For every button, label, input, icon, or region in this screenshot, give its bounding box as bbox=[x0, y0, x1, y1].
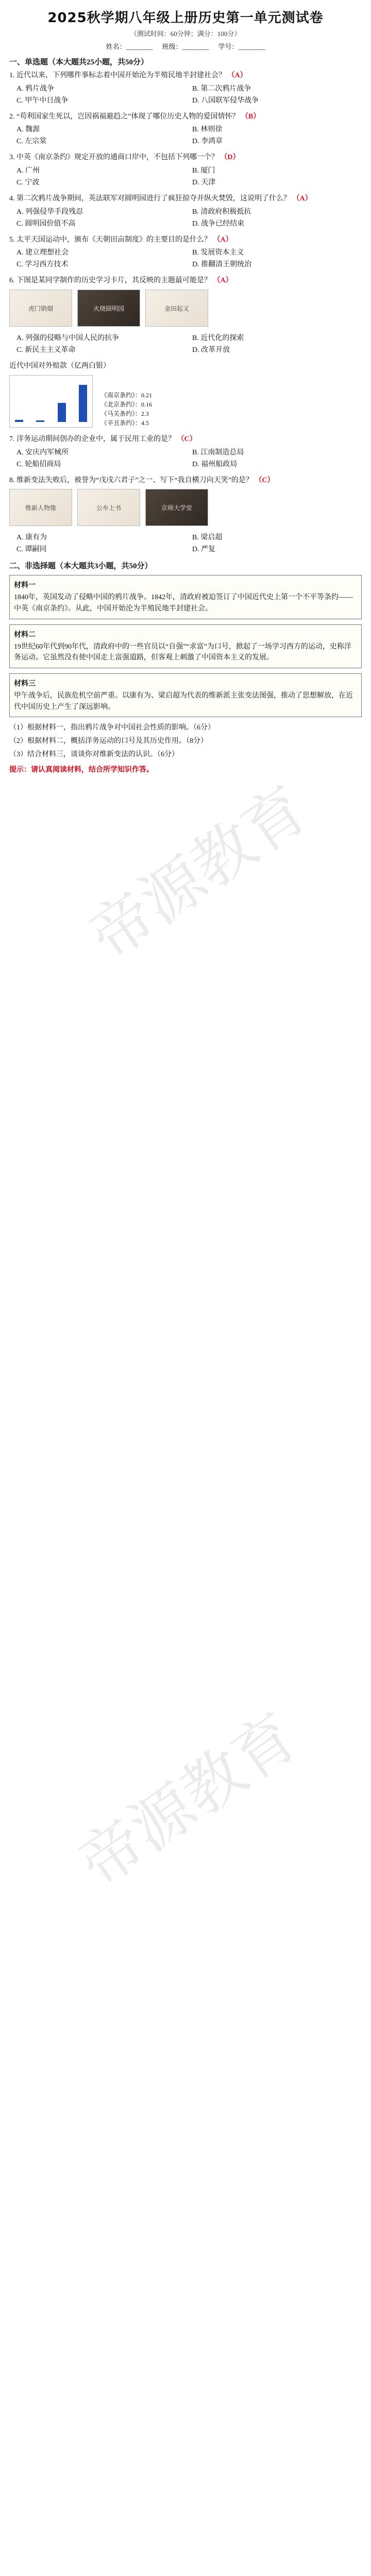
material-title: 材料三 bbox=[14, 680, 36, 688]
option-d: D. 严复 bbox=[192, 546, 216, 554]
chart-bar bbox=[15, 420, 23, 421]
option-b: B. 清政府积极抵抗 bbox=[192, 208, 251, 216]
answer-marker: （C） bbox=[177, 435, 197, 443]
question-5-options bbox=[16, 247, 362, 270]
exam-title: 2025秋学期八年级上册历史第一单元测试卷 bbox=[47, 10, 324, 26]
question-8 bbox=[9, 475, 362, 486]
option-a: A. 安庆内军械所 bbox=[16, 448, 69, 456]
history-image: 火烧圆明园 bbox=[77, 290, 140, 327]
material-title: 材料一 bbox=[14, 582, 36, 590]
question-stem: 4. 第二次鸦片战争期间，英法联军对圆明园进行了疯狂掠夺并纵火焚毁，这说明了什么？ bbox=[9, 195, 291, 203]
option-d: D. 李鸿章 bbox=[192, 138, 223, 146]
answer-marker: （D） bbox=[220, 154, 240, 162]
question-stem: 2. “苟利国家生死以，岂因祸福避趋之”体现了哪位历史人物的爱国情怀？ bbox=[9, 112, 240, 121]
option-c: C. 新民主主义革命 bbox=[16, 346, 76, 354]
material-3 bbox=[9, 673, 362, 717]
watermark-text: 帝源教育 bbox=[77, 773, 321, 974]
option-b: B. 第二次鸦片战争 bbox=[192, 84, 251, 93]
option-a: A. 广州 bbox=[16, 167, 40, 175]
option-b: B. 梁启超 bbox=[192, 534, 223, 542]
chart-title: 近代中国对外赔款（亿两白银） bbox=[9, 362, 110, 370]
option-b: B. 近代化的探索 bbox=[192, 334, 244, 343]
material-2 bbox=[9, 624, 362, 668]
option-a: A. 鸦片战争 bbox=[16, 84, 55, 93]
question-7-options bbox=[16, 447, 362, 470]
question-3-options bbox=[16, 165, 362, 188]
section-2-title: 二、非选择题（本大题共3小题，共50分） bbox=[9, 562, 153, 571]
option-d: D. 福州船政局 bbox=[192, 460, 238, 468]
option-a: A. 康有为 bbox=[16, 534, 47, 542]
option-b: B. 厦门 bbox=[192, 167, 215, 175]
question-stem: 6. 下图是某同学制作的历史学习卡片，其反映的主题最可能是？ bbox=[9, 277, 211, 285]
question-7 bbox=[9, 434, 362, 445]
material-1 bbox=[9, 575, 362, 619]
answer-hint: 提示：请认真阅读材料，结合所学知识作答。 bbox=[9, 766, 154, 774]
exam-sheet bbox=[9, 4, 362, 778]
question-2 bbox=[9, 111, 362, 123]
subquestion-3: （3）结合材料三，谈谈你对维新变法的认识。（6分） bbox=[9, 750, 179, 758]
option-d: D. 天津 bbox=[192, 179, 216, 187]
option-c: C. 圆明园价值不高 bbox=[16, 219, 76, 228]
chart-bar bbox=[79, 385, 87, 422]
question-1-options bbox=[16, 83, 362, 106]
chart-legend-item: 《北京条约》：0.16 bbox=[101, 400, 153, 408]
question-6 bbox=[9, 275, 362, 286]
chart-legend-item: 《辛丑条约》：4.5 bbox=[101, 419, 149, 427]
option-b: B. 江南制造总局 bbox=[192, 448, 244, 456]
question-8-images bbox=[9, 489, 362, 526]
chart-bar bbox=[58, 403, 66, 422]
chart-bar bbox=[36, 420, 44, 422]
material-content: 甲午战争后，民族危机空前严重。以康有为、梁启超为代表的维新派主张变法图强，推动了思想解放，在近代中国历史上产生了深远影响。 bbox=[14, 691, 353, 711]
info-name: 姓名：________ bbox=[106, 43, 153, 50]
question-stem: 7. 洋务运动期间创办的企业中，属于民用工业的是？ bbox=[9, 435, 175, 443]
question-stem: 5. 太平天国运动中，颁布《天朝田亩制度》的主要目的是什么？ bbox=[9, 235, 211, 244]
section-1-title: 一、单选题（本大题共25小题，共50分） bbox=[9, 58, 149, 66]
history-image: 京师大学堂 bbox=[145, 489, 208, 526]
question-4-options bbox=[16, 207, 362, 229]
question-3 bbox=[9, 152, 362, 163]
question-6-options bbox=[16, 333, 362, 355]
material-content: 19世纪60年代到90年代，清政府中的一些官员以“自强”“求富”为口号，掀起了一场学习西方的运动，史称洋务运动。它虽然没有使中国走上富强道路，但客观上刺激了中国资本主义的发展。 bbox=[14, 642, 351, 662]
option-c: C. 宁波 bbox=[16, 179, 40, 187]
question-stem: 1. 近代以来，下列哪件事标志着中国开始沦为半殖民地半封建社会？ bbox=[9, 72, 226, 79]
answer-marker: （A） bbox=[227, 72, 247, 79]
answer-marker: （C） bbox=[255, 476, 275, 484]
material-title: 材料二 bbox=[14, 631, 36, 639]
question-2-options bbox=[16, 124, 362, 147]
option-d: D. 战争已经结束 bbox=[192, 219, 245, 228]
option-b: B. 林则徐 bbox=[192, 126, 223, 134]
question-stem: 8. 维新变法失败后，被誉为“戊戌六君子”之一、写下“我自横刀向天笑”的是？ bbox=[9, 476, 253, 484]
material-content: 1840年，英国发动了侵略中国的鸦片战争。1842年，清政府被迫签订了中国近代史上第一个不平等条约——中英《南京条约》。从此，中国开始沦为半殖民地半封建社会。 bbox=[14, 594, 353, 613]
question-1 bbox=[9, 70, 362, 81]
answer-marker: （B） bbox=[241, 112, 261, 121]
student-info bbox=[9, 41, 362, 51]
history-image: 维新人物像 bbox=[9, 489, 72, 526]
chart-legend-item: 《南京条约》：0.21 bbox=[101, 391, 153, 399]
option-a: A. 列强的侵略与中国人民的抗争 bbox=[16, 334, 120, 343]
option-d: D. 八国联军侵华战争 bbox=[192, 96, 259, 105]
subquestion-1: （1）根据材料一，指出鸦片战争对中国社会性质的影响。（6分） bbox=[9, 724, 215, 732]
question-8-options bbox=[16, 532, 362, 555]
option-a: A. 魏源 bbox=[16, 126, 40, 134]
option-c: C. 左宗棠 bbox=[16, 138, 47, 146]
chart-legend bbox=[101, 391, 152, 428]
option-c: C. 谭嗣同 bbox=[16, 546, 47, 554]
subquestion-2: （2）根据材料二，概括洋务运动的口号及其历史作用。（8分） bbox=[9, 737, 208, 745]
option-c: C. 甲午中日战争 bbox=[16, 96, 69, 105]
option-a: A. 列强侵华手段残忍 bbox=[16, 208, 83, 216]
watermark-text: 帝源教育 bbox=[66, 1700, 311, 1901]
answer-marker: （A） bbox=[213, 277, 233, 285]
info-class: 班级：________ bbox=[162, 43, 209, 50]
answer-marker: （A） bbox=[292, 195, 312, 203]
answer-marker: （A） bbox=[213, 235, 233, 244]
chart-legend-item: 《马关条约》：2.3 bbox=[101, 410, 149, 417]
question-4 bbox=[9, 193, 362, 205]
option-d: D. 改革开放 bbox=[192, 346, 230, 354]
question-stem: 3. 中英《南京条约》规定开放的通商口岸中，不包括下列哪一个？ bbox=[9, 154, 218, 162]
history-image: 公车上书 bbox=[77, 489, 140, 526]
question-6-images bbox=[9, 290, 362, 327]
exam-subtitle: （测试时间：60分钟；满分：100分） bbox=[130, 30, 241, 38]
option-a: A. 建立理想社会 bbox=[16, 249, 69, 257]
info-number: 学号：________ bbox=[218, 43, 265, 50]
indemnity-chart bbox=[9, 375, 93, 428]
history-image: 金田起义 bbox=[145, 290, 208, 327]
option-c: C. 轮船招商局 bbox=[16, 460, 61, 468]
question-5 bbox=[9, 234, 362, 246]
option-c: C. 学习西方技术 bbox=[16, 261, 69, 269]
history-image: 虎门销烟 bbox=[9, 290, 72, 327]
option-d: D. 推翻清王朝统治 bbox=[192, 261, 252, 269]
option-b: B. 发展资本主义 bbox=[192, 249, 244, 257]
